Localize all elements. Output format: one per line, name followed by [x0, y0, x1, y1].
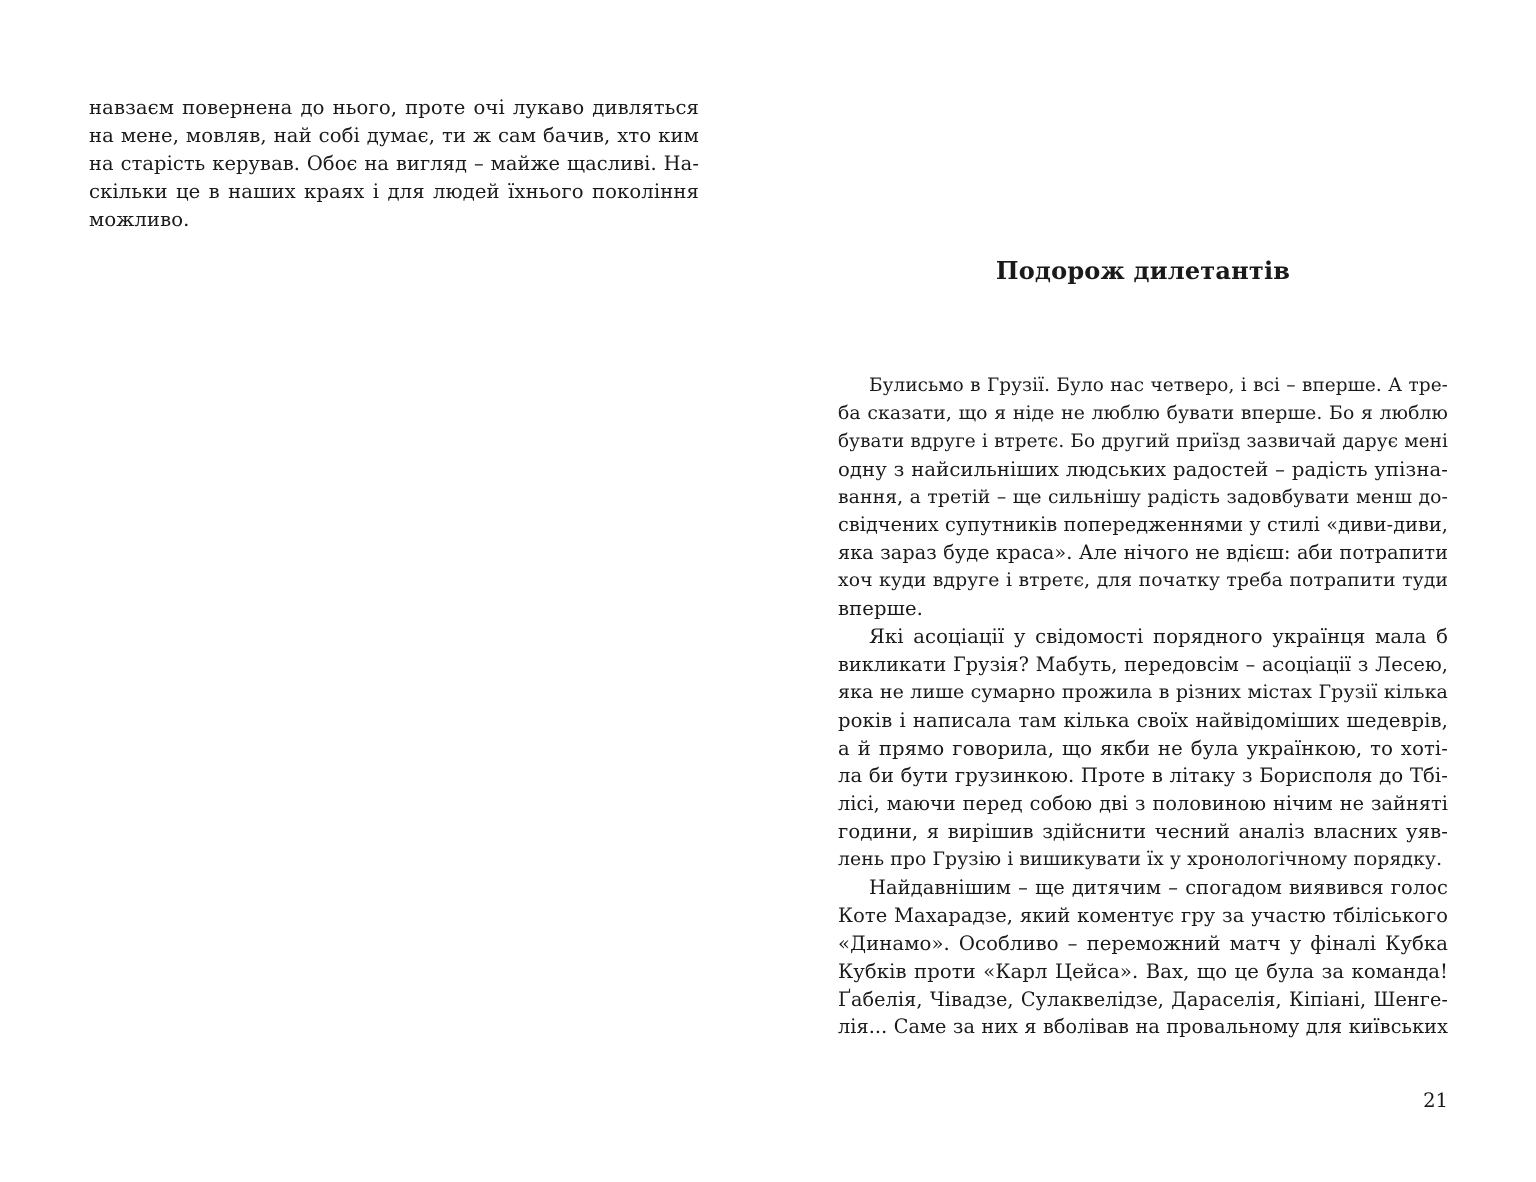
text-line: Найдавнішим – ще дитячим – спогадом виявився голос: [869, 876, 1448, 900]
text-line: ба сказати, що я ніде не люблю бувати вперше. Бо я люблю: [838, 402, 1448, 424]
text-line: викликати Грузія? Мабуть, передовсім – асоціації з Лесею,: [838, 652, 1448, 676]
left-page-text: [89, 94, 699, 233]
paragraph: [838, 372, 1448, 623]
text-line: одну з найсильніших людських радостей – радість упізна-: [838, 457, 1448, 481]
text-line: а й прямо говорила, що якби не була українкою, то хоті-: [838, 736, 1448, 760]
text-line: лія... Саме за них я вболівав на провальному для київських: [838, 1015, 1448, 1039]
page-number: 21: [1423, 1089, 1448, 1112]
text-line: років і написала там кілька своїх найвідоміших шедеврів,: [838, 708, 1448, 732]
paragraph: [838, 623, 1448, 874]
text-line: Які асоціації у свідомості порядного українця мала б: [869, 625, 1448, 649]
text-line: свідчених супутників попередженнями у стилі «диви-диви,: [838, 513, 1448, 537]
text-line: хоч куди вдруге і втретє, для початку треба потрапити туди: [838, 570, 1448, 592]
text-line: вання, а третій – ще сильнішу радість задовбувати менш до-: [838, 486, 1448, 508]
text-line: години, я вирішив здійснити чесний аналіз власних уяв-: [838, 820, 1448, 844]
text-line: яка не лише сумарно прожила в різних містах Грузії кілька: [838, 680, 1448, 703]
text-line: на старість керував. Обоє на вигляд – майже щасливі. На-: [89, 151, 699, 175]
text-line: вперше.: [838, 597, 923, 621]
text-line: навзаєм повернена до нього, проте очі лукаво дивляться: [89, 96, 699, 119]
paragraph: [838, 874, 1448, 1041]
text-line: лісі, маючи перед собою дві з половиною нічим не зайняті: [838, 792, 1448, 816]
chapter-title: Подорож дилетантів: [995, 256, 1291, 285]
right-page: [838, 0, 1448, 1182]
text-line: скільки це в наших краях і для людей їхнього покоління: [89, 179, 699, 203]
left-page: [89, 94, 699, 233]
text-line: лень про Грузію і вишикувати їх у хронологічному порядку.: [838, 849, 1443, 871]
text-line: Ґабелія, Чівадзе, Сулаквелідзе, Дараселія, Кіпіані, Шенге-: [838, 987, 1448, 1011]
text-line: на мене, мовляв, най собі думає, ти ж сам бачив, хто ким: [89, 123, 699, 147]
text-line: Булисьмо в Грузії. Було нас четверо, і всі – вперше. А тре-: [869, 375, 1448, 396]
text-line: «Динамо». Особливо – переможний матч у фіналі Кубка: [838, 931, 1448, 955]
text-line: Кубків проти «Карл Цейса». Вах, що це була за команда!: [838, 959, 1448, 983]
text-line: яка зараз буде краса». Але нічого не вдієш: аби потрапити: [838, 541, 1448, 565]
text-line: бувати вдруге і втретє. Бо другий приїзд зазвичай дарує мені: [838, 430, 1448, 452]
text-line: Коте Махарадзе, який коментує гру за участю тбіліського: [838, 903, 1448, 927]
text-line: ла би бути грузинкою. Проте в літаку з Борисполя до Тбі-: [838, 764, 1448, 788]
right-page-text: [838, 372, 1448, 1041]
text-line: можливо.: [89, 207, 190, 231]
